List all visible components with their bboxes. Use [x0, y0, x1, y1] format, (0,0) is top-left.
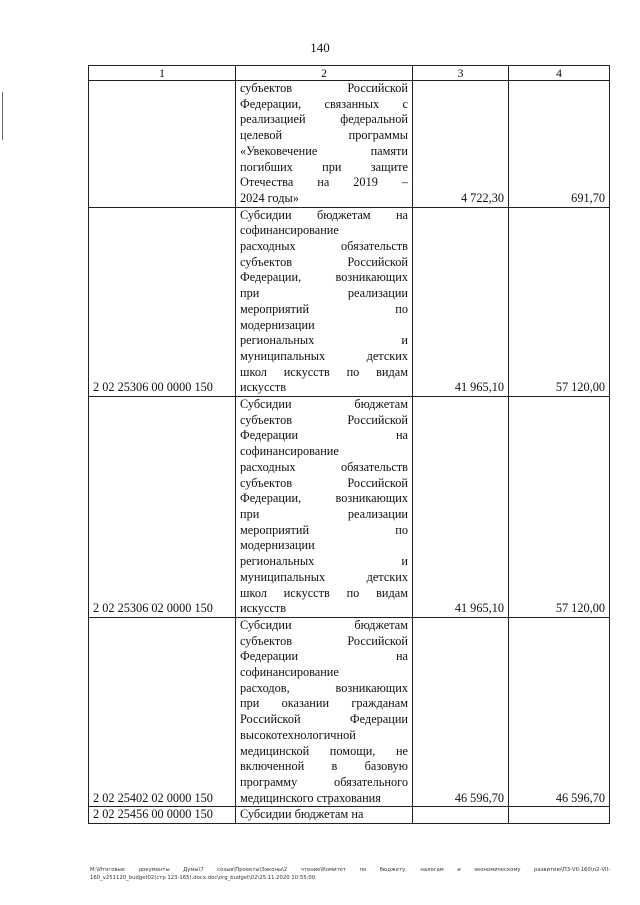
value-col3: 41 965,10: [413, 207, 509, 396]
description-line: модернизации: [240, 538, 315, 553]
description-cell: [236, 207, 413, 396]
value-col4: [509, 807, 610, 824]
description-line: высокотехнологичной: [240, 727, 356, 742]
description-line: расходов, возникающих: [240, 680, 408, 695]
description-line: Федерации на: [240, 428, 408, 443]
value-col3: 41 965,10: [413, 397, 509, 618]
description-line: субъектов Российской: [240, 81, 408, 95]
description-line: искусств: [240, 601, 287, 616]
budget-code: [89, 81, 236, 208]
budget-code: 2 02 25456 00 0000 150: [89, 807, 236, 824]
header-row: [89, 66, 610, 81]
description-line: погибших при защите: [240, 159, 408, 174]
description-line: модернизации: [240, 317, 315, 332]
description-line: при реализации: [240, 506, 408, 521]
table-row: [89, 617, 610, 806]
budget-code: 2 02 25402 02 0000 150: [89, 617, 236, 806]
page-number: 140: [310, 40, 330, 55]
footer-line: 160_v251120_budget02(стр 123-165).docx.doc\org_budget\02\25.11.2020 10:55:00: [90, 875, 316, 881]
description-cell: [236, 807, 413, 824]
footer-line: M:\Итоговые документы Думы\7 созыв\Проекты\Законы\2 чтение\Комитет по бюджету, налогам и экономическому развитию\ПЗ-VII-160\п2-VII-: [90, 867, 610, 873]
column-header: 3: [413, 66, 509, 81]
budget-table: [88, 65, 610, 824]
description-cell: [236, 617, 413, 806]
description-line: мероприятий по: [240, 522, 408, 537]
description-line: софинансирование: [240, 223, 339, 238]
description-line: мероприятий по: [240, 301, 408, 316]
description-line: медицинской помощи, не: [240, 743, 408, 758]
margin-mark: [2, 92, 3, 140]
value-col4: 46 596,70: [509, 617, 610, 806]
table-row: [89, 207, 610, 396]
description-line: расходных обязательств: [240, 459, 408, 474]
column-header: 4: [509, 66, 610, 81]
description-line: субъектов Российской: [240, 633, 408, 648]
description-line: Субсидии бюджетам на: [240, 807, 364, 822]
table-row: [89, 807, 610, 824]
description-line: Отечества на 2019 –: [240, 175, 408, 190]
description-line: муниципальных детских: [240, 348, 408, 363]
description-line: при оказании гражданам: [240, 696, 408, 711]
description-cell: [236, 81, 413, 208]
description-line: «Увековечение памяти: [240, 143, 408, 158]
description-cell: [236, 397, 413, 618]
description-line: муниципальных детских: [240, 569, 408, 584]
description-line: Субсидии бюджетам: [240, 397, 408, 412]
description-line: Федерации, возникающих: [240, 270, 408, 285]
value-col3: 46 596,70: [413, 617, 509, 806]
value-col4: 57 120,00: [509, 397, 610, 618]
file-path-footer: [90, 866, 610, 882]
description-line: софинансирование: [240, 444, 339, 459]
description-line: расходных обязательств: [240, 239, 408, 254]
description-line: включенной в базовую: [240, 759, 408, 774]
description-line: субъектов Российской: [240, 254, 408, 269]
description-line: школ искусств по видам: [240, 585, 408, 600]
description-line: Российской Федерации: [240, 712, 408, 727]
description-line: софинансирование: [240, 665, 339, 680]
column-header: 2: [236, 66, 413, 81]
budget-code: 2 02 25306 02 0000 150: [89, 397, 236, 618]
description-line: региональных и: [240, 554, 408, 569]
budget-code: 2 02 25306 00 0000 150: [89, 207, 236, 396]
column-header: 1: [89, 66, 236, 81]
description-line: Федерации, возникающих: [240, 491, 408, 506]
description-line: 2024 годы»: [240, 190, 299, 205]
table-row: [89, 397, 610, 618]
description-line: школ искусств по видам: [240, 364, 408, 379]
description-line: реализацией федеральной: [240, 112, 408, 127]
description-line: искусств: [240, 380, 287, 395]
description-line: при реализации: [240, 286, 408, 301]
description-line: целевой программы: [240, 128, 408, 143]
value-col3: [413, 807, 509, 824]
description-line: Федерации, связанных с: [240, 96, 408, 111]
description-line: программу обязательного: [240, 774, 408, 789]
value-col4: 57 120,00: [509, 207, 610, 396]
description-line: региональных и: [240, 333, 408, 348]
description-line: медицинского страхования: [240, 790, 381, 805]
value-col3: 4 722,30: [413, 81, 509, 208]
value-col4: 691,70: [509, 81, 610, 208]
table-row: [89, 81, 610, 208]
table-body: [89, 81, 610, 824]
description-line: субъектов Российской: [240, 412, 408, 427]
description-line: Субсидии бюджетам на: [240, 207, 408, 222]
description-line: Субсидии бюджетам: [240, 617, 408, 632]
description-line: Федерации на: [240, 649, 408, 664]
description-line: субъектов Российской: [240, 475, 408, 490]
